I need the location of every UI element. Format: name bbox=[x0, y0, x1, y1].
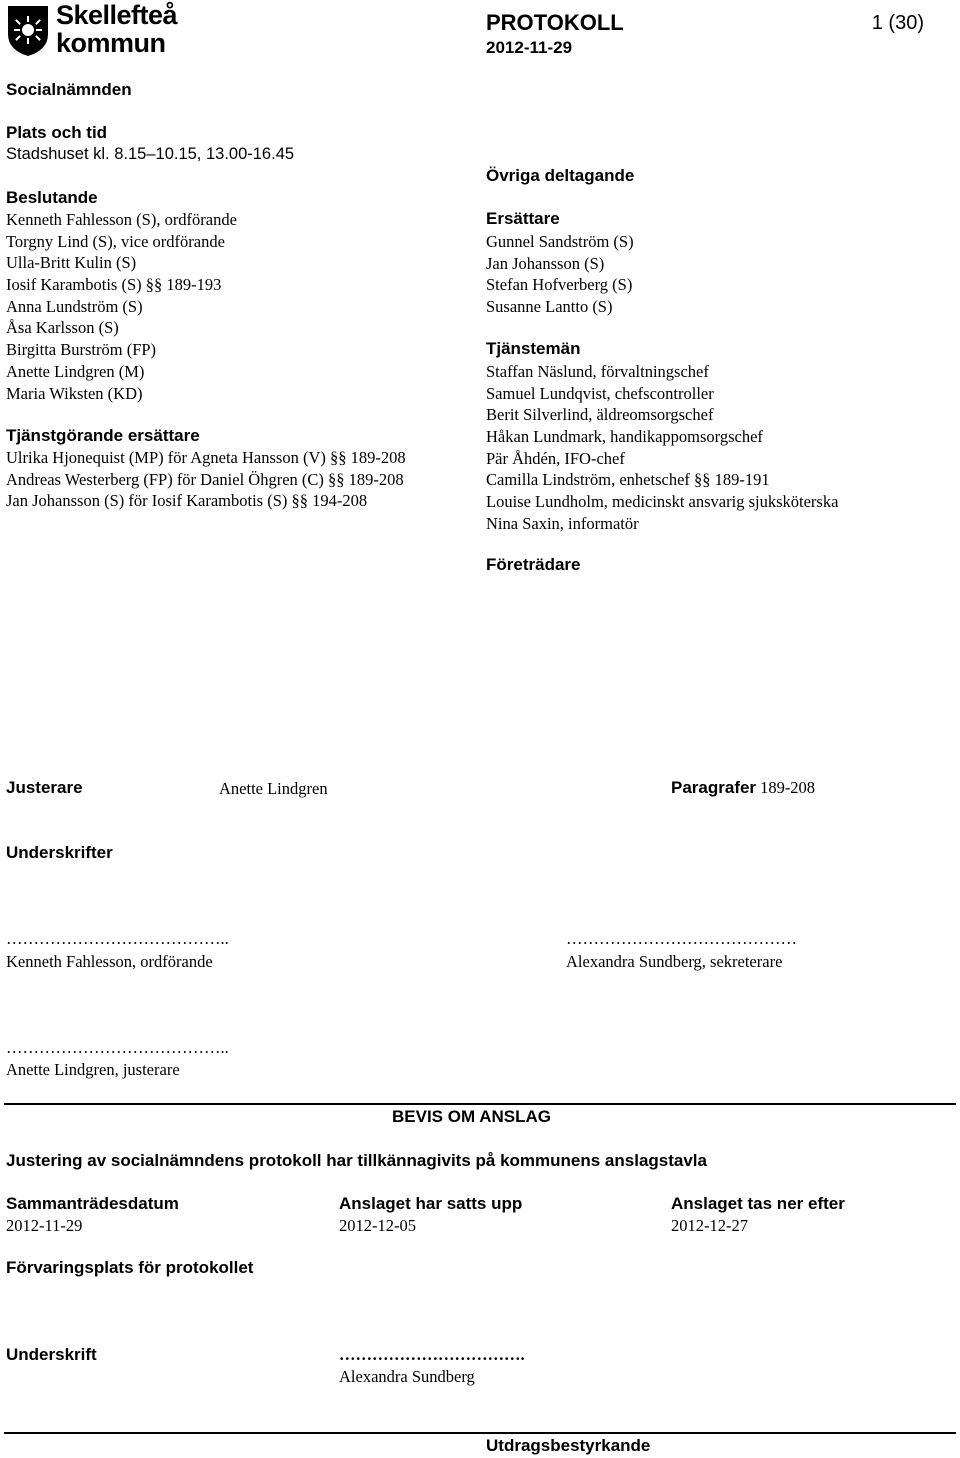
page-number: 1 (30) bbox=[871, 12, 924, 34]
serving-substitutes-heading: Tjänstgörande ersättare bbox=[6, 426, 200, 445]
storage-label: Förvaringsplats för protokollet bbox=[6, 1258, 254, 1277]
representatives-heading: Företrädare bbox=[486, 555, 581, 574]
serving-substitutes-list bbox=[6, 447, 406, 512]
document-date: 2012-11-29 bbox=[486, 38, 573, 57]
removed-label: Anslaget tas ner efter bbox=[671, 1194, 845, 1213]
section-divider bbox=[4, 1103, 956, 1105]
list-item: Camilla Lindström, enhetschef §§ 189-191 bbox=[486, 470, 770, 490]
list-item: Nina Saxin, informatör bbox=[486, 513, 639, 533]
list-item: Ulrika Hjonequist (MP) för Agneta Hansson (V) §§ 189-208 bbox=[6, 448, 406, 467]
list-item: Andreas Westerberg (FP) för Daniel Öhgren (C) §§ 189-208 bbox=[6, 469, 404, 489]
signature-name-adjuster: Anette Lindgren, justerare bbox=[6, 1060, 180, 1079]
footer-divider bbox=[4, 1432, 956, 1434]
list-item: Iosif Karambotis (S) §§ 189-193 bbox=[6, 275, 222, 295]
list-item: Susanne Lantto (S) bbox=[486, 297, 613, 317]
meeting-date-label: Sammanträdesdatum bbox=[6, 1194, 179, 1213]
notice-statement: Justering av socialnämndens protokoll har tillkännagivits på kommunens anslagstavla bbox=[6, 1151, 707, 1170]
signature-line: ……………………………. bbox=[339, 1345, 525, 1364]
place-label: Plats och tid bbox=[6, 123, 108, 142]
paragraphs-label: Paragrafer bbox=[671, 778, 757, 797]
officials-list bbox=[486, 361, 838, 535]
organ-name: Socialnämnden bbox=[6, 80, 132, 99]
document-type: PROTOKOLL bbox=[486, 10, 624, 35]
list-item: Ulla-Britt Kulin (S) bbox=[6, 253, 137, 273]
paragraphs-field bbox=[671, 778, 815, 798]
signature-name-secretary: Alexandra Sundberg, sekreterare bbox=[566, 952, 783, 971]
substitutes-heading: Ersättare bbox=[486, 209, 560, 228]
decision-makers-heading: Beslutande bbox=[6, 188, 98, 207]
list-item: Åsa Karlsson (S) bbox=[6, 318, 119, 338]
removed-date-value: 2012-12-27 bbox=[671, 1216, 748, 1235]
signature-line: ………………………………….. bbox=[6, 1038, 229, 1057]
list-item: Berit Silverlind, äldreomsorgschef bbox=[486, 405, 714, 425]
others-heading: Övriga deltagande bbox=[486, 166, 635, 185]
notice-signature-name: Alexandra Sundberg bbox=[339, 1367, 475, 1386]
list-item: Birgitta Burström (FP) bbox=[6, 340, 157, 360]
list-item: Louise Lundholm, medicinskt ansvarig sjuksköterska bbox=[486, 492, 839, 512]
place-value: Stadshuset kl. 8.15–10.15, 13.00-16.45 bbox=[6, 145, 295, 163]
list-item: Gunnel Sandström (S) bbox=[486, 232, 634, 251]
posted-date-value: 2012-12-05 bbox=[339, 1216, 416, 1235]
decision-makers-list bbox=[6, 209, 237, 404]
signature-name-chair: Kenneth Fahlesson, ordförande bbox=[6, 952, 213, 971]
meeting-date-value: 2012-11-29 bbox=[6, 1216, 83, 1235]
adjuster-label: Justerare bbox=[6, 778, 83, 797]
logo-wordmark-bottom: kommun bbox=[56, 28, 166, 58]
paragraphs-value: 189-208 bbox=[760, 778, 816, 797]
substitutes-list bbox=[486, 231, 634, 318]
list-item: Samuel Lundqvist, chefscontroller bbox=[486, 383, 714, 403]
notice-heading: BEVIS OM ANSLAG bbox=[392, 1107, 551, 1126]
signature-line: …………………………………… bbox=[566, 929, 797, 948]
notice-signature-label: Underskrift bbox=[6, 1345, 97, 1364]
posted-label: Anslaget har satts upp bbox=[339, 1194, 523, 1213]
adjuster-name: Anette Lindgren bbox=[219, 779, 328, 798]
logo-wordmark-top: Skellefteå bbox=[56, 0, 178, 30]
list-item: Anna Lundström (S) bbox=[6, 296, 143, 316]
list-item: Pär Åhdén, IFO-chef bbox=[486, 448, 625, 468]
list-item: Håkan Lundmark, handikappomsorgschef bbox=[486, 427, 763, 447]
list-item: Jan Johansson (S) för Iosif Karambotis (S) §§ 194-208 bbox=[6, 491, 368, 511]
certified-extract-label: Utdragsbestyrkande bbox=[486, 1436, 651, 1455]
list-item: Maria Wiksten (KD) bbox=[6, 383, 143, 403]
list-item: Jan Johansson (S) bbox=[486, 253, 605, 273]
list-item: Torgny Lind (S), vice ordförande bbox=[6, 231, 225, 251]
list-item: Stefan Hofverberg (S) bbox=[486, 275, 633, 295]
signatures-heading: Underskrifter bbox=[6, 843, 113, 862]
list-item: Kenneth Fahlesson (S), ordförande bbox=[6, 210, 237, 229]
officials-heading: Tjänstemän bbox=[486, 339, 581, 358]
list-item: Staffan Näslund, förvaltningschef bbox=[486, 362, 709, 381]
signature-line: ………………………………….. bbox=[6, 929, 229, 948]
list-item: Anette Lindgren (M) bbox=[6, 361, 145, 381]
